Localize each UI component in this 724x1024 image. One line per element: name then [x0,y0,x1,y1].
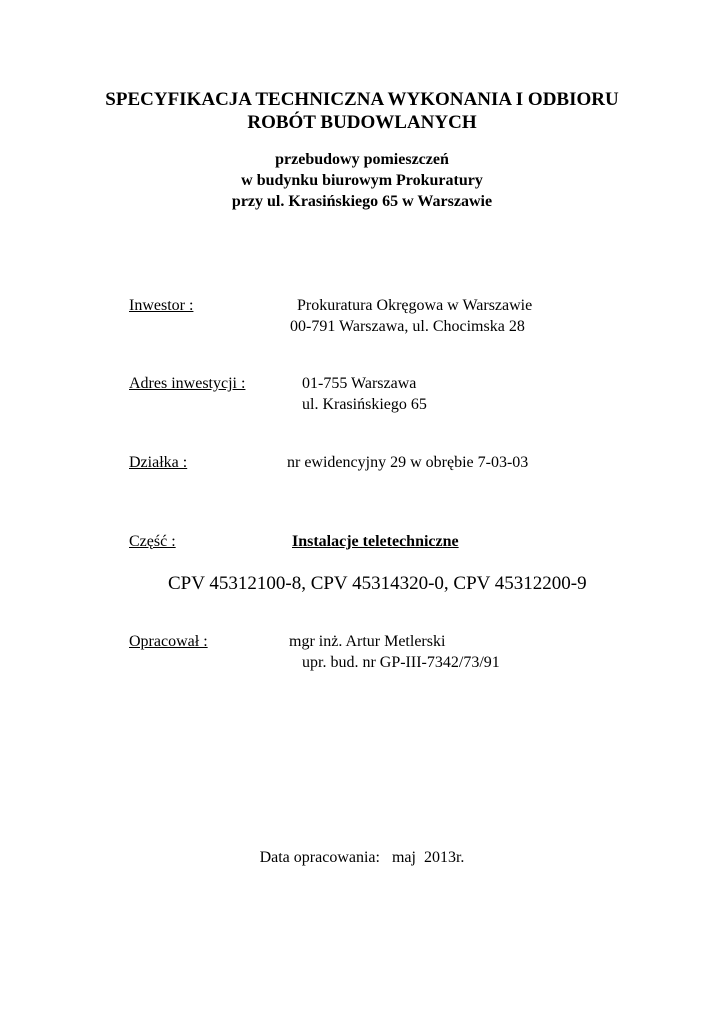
date-of-preparation: Data opracowania: maj 2013r. [259,849,465,866]
dzialka-value: nr ewidencyjny 29 w obrębie 7-03-03 [287,454,529,471]
cpv-codes: CPV 45312100-8, CPV 45314320-0, CPV 45312200-9 [168,573,587,594]
document-title-line-1: SPECYFIKACJA TECHNICZNA WYKONANIA I ODBIORU [105,89,619,110]
czesc-value: Instalacje teletechniczne [292,533,459,550]
czesc-label: Część : [129,533,176,550]
inwestor-address: 00-791 Warszawa, ul. Chocimska 28 [290,318,525,335]
adres-inwestycji-label: Adres inwestycji : [129,375,246,392]
inwestor-label: Inwestor : [129,297,194,314]
opracowal-license: upr. bud. nr GP-III-7342/73/91 [302,654,500,671]
subtitle-line-1: przebudowy pomieszczeń [275,151,449,168]
adres-inwestycji-city: 01-755 Warszawa [302,375,417,392]
dzialka-label: Działka : [129,454,188,471]
opracowal-label: Opracował : [129,633,208,650]
opracowal-author: mgr inż. Artur Metlerski [289,633,446,650]
inwestor-name: Prokuratura Okręgowa w Warszawie [297,297,533,314]
document-title-line-2: ROBÓT BUDOWLANYCH [247,112,477,133]
subtitle-line-3: przy ul. Krasińskiego 65 w Warszawie [231,193,493,210]
subtitle-line-2: w budynku biurowym Prokuratury [241,172,483,189]
adres-inwestycji-street: ul. Krasińskiego 65 [302,396,427,413]
